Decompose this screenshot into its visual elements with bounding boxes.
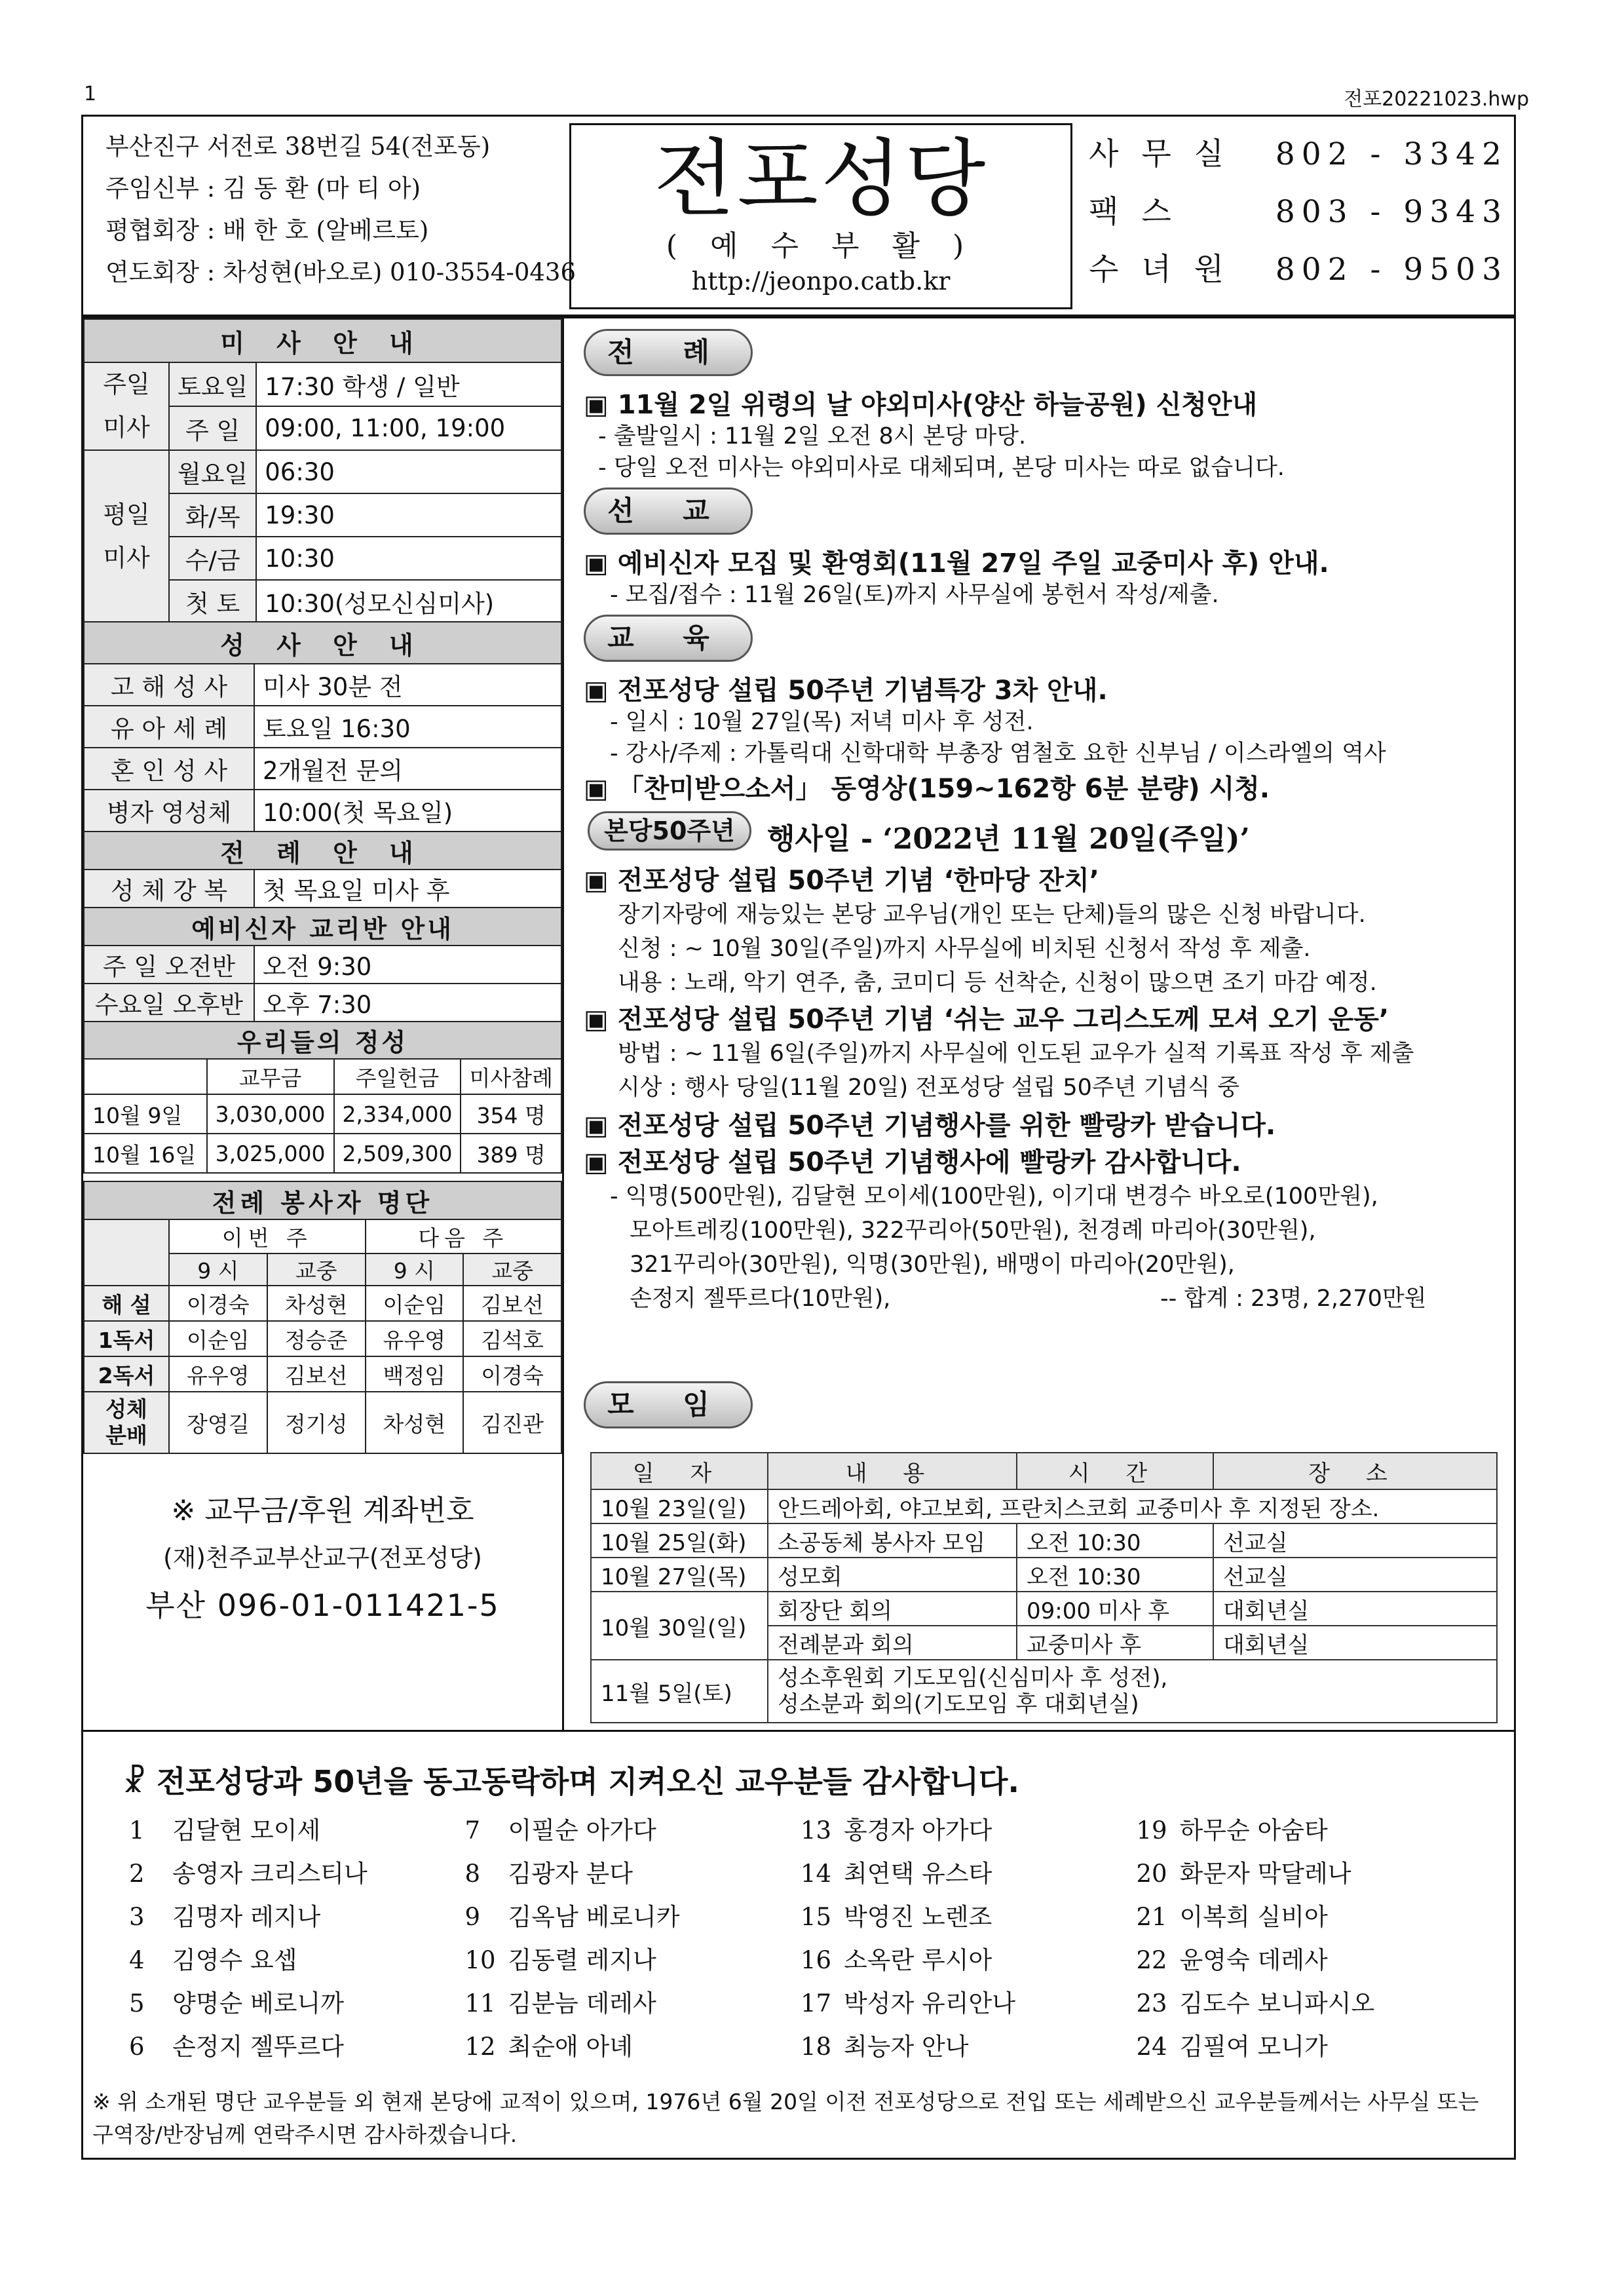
server-name: 장영길 (169, 1392, 267, 1453)
server-name: 김보선 (463, 1286, 561, 1321)
catechumen-title: 예비신자 교리반 안내 (84, 908, 561, 946)
donor-line: 손정지 젤뚜르다(10만원), (630, 1286, 891, 1312)
server-name: 김보선 (267, 1356, 366, 1392)
liturgy-info-title: 전 례 안 내 (84, 832, 561, 870)
file-name: 전포20221023.hwp (1344, 88, 1529, 111)
parishioner-number: 24 (1136, 2033, 1167, 2061)
thanks-footnote: ※ 위 소개된 명단 교우분들 외 현재 본당에 교적이 있으며, 1976년 6월 20일 이전 전포성당으로 전입 또는 세례받으신 교우분들께서는 사무실 또는 구역장/반장님께 연락주시면 감사하겠습니다. (92, 2089, 1479, 2147)
meeting-content: 성소분과 회의(기도모임 후 대회년실) (778, 1691, 1139, 1717)
parishioner-number: 7 (464, 1816, 481, 1845)
meeting-content: 회장단 회의 (768, 1592, 1017, 1626)
server-role: 1독서 (84, 1321, 169, 1356)
parishioner-number: 6 (129, 2033, 145, 2061)
phone-fax (1089, 183, 1508, 241)
parishioner-number: 2 (129, 1860, 145, 1888)
parishioner-name: 김명자 레지나 (172, 1903, 321, 1931)
church-url[interactable]: http://jeonpo.catb.kr (691, 267, 951, 296)
servers-subheader: 교중 (267, 1253, 366, 1286)
parishioner-name: 홍경자 아가다 (844, 1816, 992, 1845)
phone-label: 사 무 실 (1089, 136, 1231, 172)
meeting-time: 오전 10:30 (1017, 1558, 1213, 1592)
account-box (83, 1485, 562, 1632)
mass-day: 첫 토 (169, 580, 256, 623)
parishioner-item (129, 1982, 465, 2025)
mass-time: 10:30 (256, 537, 561, 580)
parishioner-number: 10 (464, 1946, 496, 1974)
title-box (569, 123, 1072, 309)
liturgical-season: ( 예 수 부 활 ) (666, 229, 976, 263)
parishioner-number: 23 (1136, 1989, 1167, 2018)
anniversary-line: 내용 : 노래, 악기 연주, 춤, 코미디 등 선착순, 신청이 많으면 조기 마감 예정. (618, 970, 1377, 996)
servers-subheader: 9 시 (169, 1253, 267, 1286)
parishioner-item (801, 1852, 1137, 1896)
parishioner-number: 22 (1136, 1946, 1167, 1974)
catechumen-time: 오후 7:30 (254, 984, 561, 1022)
donor-line: - 익명(500만원), 김달현 모이세(100만원), 이기대 변경수 바오로(100만원), (610, 1183, 1378, 1210)
parishioner-item (1137, 2025, 1473, 2069)
education-heading: ▣ 전포성당 설립 50주년 기념특강 3차 안내. (584, 676, 1108, 706)
phone-list (1089, 126, 1508, 299)
parishioner-number: 3 (129, 1903, 145, 1931)
anniversary-heading-4: ▣ 전포성당 설립 50주년 기념행사에 빨랑카 감사합니다. (584, 1147, 1241, 1177)
anniversary-heading-3: ▣ 전포성당 설립 50주년 기념행사를 위한 빨랑카 받습니다. (584, 1111, 1276, 1141)
liturgy-heading: ▣ 11월 2일 위령의 날 야외미사(양산 하늘공원) 신청안내 (584, 390, 1258, 420)
parishioner-number: 12 (464, 2033, 496, 2061)
offering-value: 3,025,000 (207, 1134, 334, 1173)
server-name: 차성현 (267, 1286, 366, 1321)
meeting-date: 10월 23일(일) (591, 1489, 768, 1523)
parishioner-number: 14 (801, 1860, 832, 1888)
weekday-mass-label: 평일 미사 (84, 450, 169, 623)
mass-day: 주 일 (169, 406, 256, 450)
server-name: 백정임 (366, 1356, 464, 1392)
mass-title: 미 사 안 내 (84, 319, 561, 362)
parishioner-name: 김분늠 데레사 (508, 1989, 656, 2018)
offering-value: 354 명 (461, 1094, 561, 1134)
sunday-mass-label: 주일 미사 (84, 362, 169, 450)
offering-header: 미사참례 (461, 1059, 561, 1094)
parishioner-name: 손정지 젤뚜르다 (172, 2033, 344, 2061)
server-name: 김진관 (463, 1392, 561, 1453)
meeting-time: 09:00 미사 후 (1017, 1592, 1213, 1626)
server-role: 해 설 (84, 1286, 169, 1321)
sacrament-value: 10:00(첫 목요일) (254, 790, 561, 832)
church-name: 전포성당 (653, 130, 989, 228)
catechumen-table (83, 907, 562, 1022)
server-name: 이경숙 (463, 1356, 561, 1392)
phone-label: 수 녀 원 (1089, 252, 1231, 288)
parishioner-item (801, 1809, 1137, 1852)
offering-value: 2,509,300 (334, 1134, 461, 1173)
parishioner-name: 이복희 실비아 (1179, 1903, 1328, 1931)
liturgy-line: - 출발일시 : 11월 2일 오전 8시 본당 마당. (598, 423, 1027, 450)
parishioner-name: 박성자 유리안나 (844, 1989, 1015, 2018)
parishioner-number: 9 (464, 1903, 481, 1931)
phone-label: 팩 스 (1089, 194, 1178, 230)
mass-schedule (83, 318, 562, 624)
mass-day: 수/금 (169, 537, 256, 580)
servers-corner (84, 1219, 169, 1286)
parishioner-number: 5 (129, 1989, 145, 2018)
parishioner-number: 17 (801, 1989, 832, 2018)
meeting-place: 대회년실 (1213, 1626, 1497, 1660)
parishioner-number: 1 (129, 1816, 145, 1845)
sacrament-table (83, 621, 562, 832)
education-line: - 일시 : 10월 27일(목) 저녁 미사 후 성전. (610, 709, 1034, 735)
meeting-time: 교중미사 후 (1017, 1626, 1213, 1660)
anniversary-heading-1: ▣ 전포성당 설립 50주년 기념 ‘한마당 잔치’ (584, 866, 1100, 896)
parishioner-item (129, 1939, 465, 1982)
parishioner-name: 최순애 아녜 (508, 2033, 633, 2061)
bulletin-body (81, 316, 1516, 1732)
page-number: 1 (84, 83, 97, 105)
offering-diagonal-cell (84, 1059, 207, 1094)
mass-time: 17:30 학생 / 일반 (256, 362, 561, 406)
parishioner-item (1137, 1982, 1473, 2025)
phone-number: 802 - 9503 (1275, 252, 1508, 288)
meeting-content: 소공동체 봉사자 모임 (768, 1523, 1017, 1558)
parishioner-number: 20 (1136, 1860, 1167, 1888)
parishioner-number: 8 (464, 1860, 481, 1888)
liturgy-line: - 당일 오전 미사는 야외미사로 대체되며, 본당 미사는 따로 없습니다. (598, 455, 1285, 481)
parishioner-name: 박영진 노렌조 (844, 1903, 992, 1931)
server-name: 정기성 (267, 1392, 366, 1453)
phone-convent (1089, 241, 1508, 299)
sacrament-name: 유 아 세 례 (84, 706, 254, 748)
parishioner-item (801, 1982, 1137, 2025)
server-name: 이경숙 (169, 1286, 267, 1321)
offering-header: 주일헌금 (334, 1059, 461, 1094)
sacrament-title: 성 사 안 내 (84, 622, 561, 664)
parishioner-name: 최연택 유스타 (844, 1860, 992, 1888)
meeting-time: 오전 10:30 (1017, 1523, 1213, 1558)
parishioner-number: 15 (801, 1903, 832, 1931)
liturgy-info-table (83, 831, 562, 908)
anniversary-line: 장기자랑에 재능있는 본당 교우님(개인 또는 단체)들의 많은 신청 바랍니다. (618, 902, 1366, 928)
server-name: 이순임 (169, 1321, 267, 1356)
sacrament-name: 고 해 성 사 (84, 664, 254, 706)
parishioner-item (1137, 1896, 1473, 1939)
phone-number: 803 - 9343 (1275, 194, 1508, 230)
parishioner-item (465, 1982, 801, 2025)
mass-time: 06:30 (256, 450, 561, 493)
parishioner-number: 4 (129, 1946, 145, 1974)
anniversary-line: 방법 : ~ 11월 6일(주일)까지 사무실에 인도된 교우가 실적 기록표 작성 후 제출 (618, 1041, 1414, 1067)
meeting-table (590, 1452, 1498, 1723)
catechumen-time: 오전 9:30 (254, 946, 561, 984)
account-title: ※ 교무금/후원 계좌번호 (171, 1494, 474, 1527)
parishioner-item (465, 1896, 801, 1939)
parishioner-name: 화문자 막달레나 (1179, 1860, 1351, 1888)
parishioner-name: 김달현 모이세 (172, 1816, 321, 1845)
parishioner-number: 13 (801, 1816, 832, 1845)
sacrament-name: 혼 인 성 사 (84, 748, 254, 790)
parishioner-name: 이필순 아가다 (508, 1816, 656, 1845)
meeting-pill: 모 임 (584, 1381, 753, 1428)
server-name: 김석호 (463, 1321, 561, 1356)
parishioner-item (129, 1809, 465, 1852)
thanks-section (81, 1732, 1516, 2160)
meeting-header: 일 자 (591, 1453, 768, 1489)
parishioner-name: 김동렬 레지나 (508, 1946, 656, 1974)
sacrament-name: 병자 영성체 (84, 790, 254, 832)
meeting-place: 선교실 (1213, 1558, 1497, 1592)
address: 부산진구 서전로 38번길 54(전포동) (105, 132, 491, 161)
pastor: 주임신부 : 김 동 환 (마 티 아) (105, 174, 421, 202)
offering-value: 2,334,000 (334, 1094, 461, 1134)
liturgy-info-value: 첫 목요일 미사 후 (254, 870, 561, 908)
education-heading-2: ▣ 「찬미받으소서」 동영상(159~162항 6분 분량) 시청. (584, 774, 1270, 804)
parishioner-name: 김옥남 베로니카 (508, 1903, 680, 1931)
parishioner-item (1137, 1852, 1473, 1896)
servers-table (83, 1181, 562, 1454)
server-name: 유우영 (169, 1356, 267, 1392)
parishioner-name: 하무순 아숨타 (1179, 1816, 1328, 1845)
parishioner-list (129, 1809, 1472, 2069)
education-line: - 강사/주제 : 가톨릭대 신학대학 부총장 염철호 요한 신부님 / 이스라엘의 역사 (610, 740, 1386, 767)
servers-title: 전례 봉사자 명단 (84, 1181, 561, 1219)
server-name: 이순임 (366, 1286, 464, 1321)
offering-value: 3,030,000 (207, 1094, 334, 1134)
servers-subheader: 교중 (463, 1253, 561, 1286)
church-info (83, 117, 576, 315)
council-chair: 평협회장 : 배 한 호 (알베르토) (105, 216, 429, 244)
mission-heading: ▣ 예비신자 모집 및 환영회(11월 27일 주일 교중미사 후) 안내. (584, 548, 1329, 579)
anniversary-pill: 본당50주년 (588, 811, 751, 851)
server-name: 유우영 (366, 1321, 464, 1356)
donor-line: 321꾸리아(30만원), 익명(30만원), 배맹이 마리아(20만원), (630, 1252, 1235, 1278)
parishioner-item (465, 1939, 801, 1982)
meeting-date: 11월 5일(토) (591, 1660, 768, 1723)
meeting-content: 안드레아회, 야고보회, 프란치스코회 교중미사 후 지정된 장소. (768, 1489, 1497, 1523)
meeting-content: 성소후원회 기도모임(신심미사 후 성전), (778, 1665, 1168, 1691)
parishioner-number: 16 (801, 1946, 832, 1974)
meeting-content: 전례분과 회의 (768, 1626, 1017, 1660)
mission-line: - 모집/접수 : 11월 26일(토)까지 사무실에 봉헌서 작성/제출. (610, 582, 1219, 608)
liturgy-pill: 전 례 (584, 329, 753, 376)
server-name: 차성현 (366, 1392, 464, 1453)
meeting-header: 내 용 (768, 1453, 1017, 1489)
parishioner-name: 김도수 보니파시오 (1179, 1989, 1375, 2018)
parishioner-item (129, 1896, 465, 1939)
left-column (83, 318, 564, 1730)
anniversary-line: 시상 : 행사 당일(11월 20일) 전포성당 설립 50주년 기념식 중 (618, 1075, 1240, 1101)
parishioner-name: 최능자 안나 (844, 2033, 969, 2061)
parishioner-number: 11 (464, 1989, 496, 2018)
server-name: 정승준 (267, 1321, 366, 1356)
parishioner-name: 소옥란 루시아 (844, 1946, 992, 1974)
offering-title: 우리들의 정성 (84, 1022, 561, 1059)
parishioner-item (1137, 1809, 1473, 1852)
parishioner-item (465, 1852, 801, 1896)
server-role: 성체 분배 (84, 1392, 169, 1453)
offering-table (83, 1021, 562, 1174)
mass-day: 월요일 (169, 450, 256, 493)
offering-value: 389 명 (461, 1134, 561, 1173)
education-pill: 교 육 (584, 615, 753, 662)
youth-chair: 연도회장 : 차성현(바오로) 010-3554-0436 (105, 258, 576, 286)
anniversary-title: 행사일 - ‘2022년 11월 20일(주일)’ (767, 822, 1250, 856)
anniversary-heading-2: ▣ 전포성당 설립 50주년 기념 ‘쉬는 교우 그리스도께 모셔 오기 운동’ (584, 1004, 1389, 1035)
sacrament-value: 토요일 16:30 (254, 706, 561, 748)
servers-subheader: 9 시 (366, 1253, 464, 1286)
server-role: 2독서 (84, 1356, 169, 1392)
mass-time: 09:00, 11:00, 19:00 (256, 406, 561, 450)
parishioner-name: 김필여 모니가 (1179, 2033, 1328, 2061)
mass-time: 19:30 (256, 493, 561, 537)
meeting-content: 성모회 (768, 1558, 1017, 1592)
offering-header: 교무금 (207, 1059, 334, 1094)
catechumen-class: 수요일 오후반 (84, 984, 254, 1022)
meeting-date: 10월 30일(일) (591, 1592, 768, 1660)
account-number: 부산 096-01-011421-5 (145, 1588, 500, 1623)
parishioner-item (801, 1896, 1137, 1939)
parishioner-item (801, 1939, 1137, 1982)
parishioner-name: 윤영숙 데레사 (1179, 1946, 1328, 1974)
sacrament-value: 2개월전 문의 (254, 748, 561, 790)
thanks-title: ☧ 전포성당과 50년을 동고동락하며 지켜오신 교우분들 감사합니다. (123, 1764, 1019, 1799)
phone-number: 802 - 3342 (1275, 136, 1508, 172)
phone-office (1089, 126, 1508, 183)
next-week-label: 다음 주 (366, 1219, 562, 1253)
sacrament-value: 미사 30분 전 (254, 664, 561, 706)
meeting-place: 선교실 (1213, 1523, 1497, 1558)
offering-date: 10월 9일 (84, 1094, 207, 1134)
parishioner-item (465, 2025, 801, 2069)
account-holder: (재)천주교부산교구(전포성당) (163, 1544, 482, 1572)
right-column (564, 318, 1516, 1730)
parishioner-item (465, 1809, 801, 1852)
parishioner-item (129, 2025, 465, 2069)
anniversary-line: 신청 : ~ 10월 30일(주일)까지 사무실에 비치된 신청서 작성 후 제출. (618, 936, 1311, 962)
this-week-label: 이번 주 (169, 1219, 366, 1253)
bulletin-header (81, 115, 1516, 316)
mass-day: 화/목 (169, 493, 256, 537)
parishioner-number: 18 (801, 2033, 832, 2061)
parishioner-item (801, 2025, 1137, 2069)
catechumen-class: 주 일 오전반 (84, 946, 254, 984)
liturgy-info-name: 성 체 강 복 (84, 870, 254, 908)
meeting-header: 장 소 (1213, 1453, 1497, 1489)
meeting-date: 10월 25일(화) (591, 1523, 768, 1558)
mission-pill: 선 교 (584, 488, 753, 535)
parishioner-name: 양명순 베로니까 (172, 1989, 344, 2018)
parishioner-name: 김영수 요셉 (172, 1946, 297, 1974)
meeting-header: 시 간 (1017, 1453, 1213, 1489)
donor-line: 모아트레킹(100만원), 322꾸리아(50만원), 천경례 마리아(30만원), (630, 1217, 1316, 1244)
parishioner-item (1137, 1939, 1473, 1982)
parishioner-name: 김광자 분다 (508, 1860, 633, 1888)
donor-total: -- 합계 : 23명, 2,270만원 (1160, 1286, 1427, 1312)
offering-date: 10월 16일 (84, 1134, 207, 1173)
parishioner-number: 19 (1136, 1816, 1167, 1845)
mass-day: 토요일 (169, 362, 256, 406)
meeting-date: 10월 27일(목) (591, 1558, 768, 1592)
meeting-place: 대회년실 (1213, 1592, 1497, 1626)
parishioner-number: 21 (1136, 1903, 1167, 1931)
meeting-content-multi (768, 1660, 1497, 1723)
mass-time: 10:30(성모신심미사) (256, 580, 561, 623)
parishioner-name: 송영자 크리스티나 (172, 1860, 368, 1888)
parishioner-item (129, 1852, 465, 1896)
